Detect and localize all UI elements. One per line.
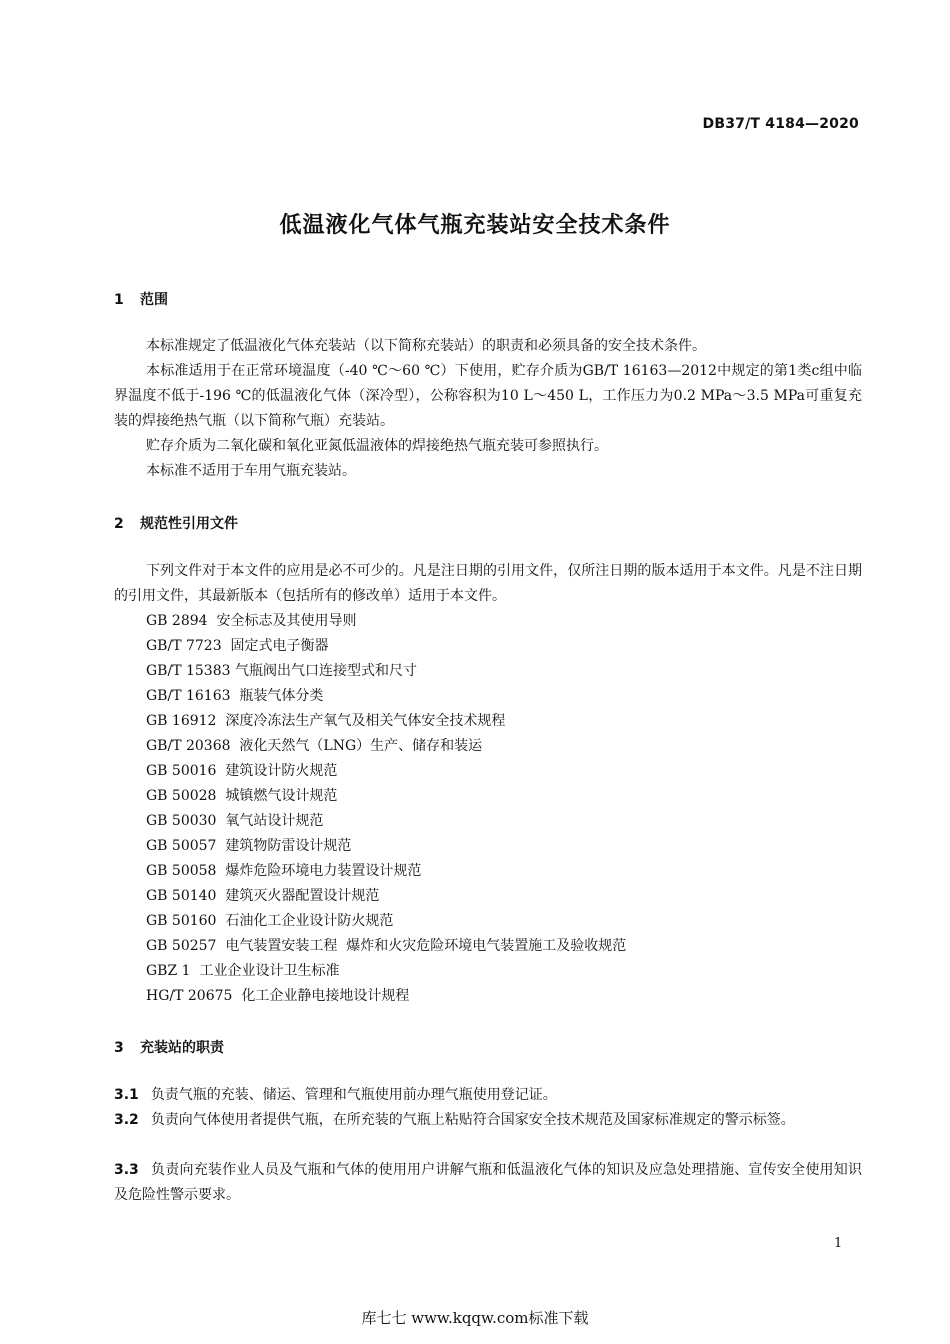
clause-3-3 xyxy=(114,1158,862,1208)
clause-text: 负责向气体使用者提供气瓶，在所充装的气瓶上粘贴符合国家安全技术规范及国家标准规定的警示标签。 xyxy=(150,1112,795,1128)
reference-item: GB/T 7723 固定式电子衡器 xyxy=(146,638,329,654)
section-title: 充装站的职责 xyxy=(140,1040,224,1056)
section-1-heading xyxy=(114,289,168,309)
clause-3-2 xyxy=(114,1108,862,1133)
footer-watermark: 库七七 www.kqqw.com标准下载 xyxy=(361,1309,589,1327)
section-2-intro: 下列文件对于本文件的应用是必不可少的。凡是注日期的引用文件，仅所注日期的版本适用于本文件。凡是不注日期的引用文件，其最新版本（包括所有的修改单）适用于本文件。 xyxy=(114,563,862,604)
reference-item: GB 2894 安全标志及其使用导则 xyxy=(146,613,357,629)
reference-item: GB 50030 氧气站设计规范 xyxy=(146,813,324,829)
section-title: 范围 xyxy=(140,292,168,308)
reference-item: GBZ 1 工业企业设计卫生标准 xyxy=(146,963,340,979)
reference-item: GB/T 20368 液化天然气（LNG）生产、储存和装运 xyxy=(146,738,483,754)
clause-number: 3.2 xyxy=(114,1112,139,1128)
reference-item: GB 16912 深度冷冻法生产氧气及相关气体安全技术规程 xyxy=(146,713,506,729)
reference-item: GB 50140 建筑灭火器配置设计规范 xyxy=(146,888,380,904)
section-1-para-2: 本标准适用于在正常环境温度（-40 ℃～60 ℃）下使用，贮存介质为GB/T 16163—2012中规定的第1类c组中临界温度不低于-196 ℃的低温液化气体（深冷型），公称容积为10 L～450 L，工作压力为0.2 MPa～3.5 MPa可重复充装的焊接绝热气瓶（以下简称气瓶）充装站。 xyxy=(114,363,862,429)
reference-item: GB 50058 爆炸危险环境电力装置设计规范 xyxy=(146,863,422,879)
reference-item: GB 50028 城镇燃气设计规范 xyxy=(146,788,338,804)
standard-code: DB37/T 4184—2020 xyxy=(702,116,859,132)
section-1-para-1: 本标准规定了低温液化气体充装站（以下简称充装站）的职责和必须具备的安全技术条件。 xyxy=(146,338,706,354)
document-title: 低温液化气体气瓶充装站安全技术条件 xyxy=(279,213,671,238)
clause-text: 负责向充装作业人员及气瓶和气体的使用用户讲解气瓶和低温液化气体的知识及应急处理措施、宣传安全使用知识及危险性警示要求。 xyxy=(114,1162,862,1203)
reference-item: HG/T 20675 化工企业静电接地设计规程 xyxy=(146,988,410,1004)
section-1-para-4: 本标准不适用于车用气瓶充装站。 xyxy=(146,463,356,479)
section-number: 3 xyxy=(114,1040,124,1056)
clause-text: 负责气瓶的充装、储运、管理和气瓶使用前办理气瓶使用登记证。 xyxy=(150,1087,557,1103)
reference-item: GB 50257 电气装置安装工程 爆炸和火灾危险环境电气装置施工及验收规范 xyxy=(146,938,627,954)
reference-item: GB/T 15383 气瓶阀出气口连接型式和尺寸 xyxy=(146,663,417,679)
section-number: 2 xyxy=(114,516,124,532)
reference-item: GB 50016 建筑设计防火规范 xyxy=(146,763,338,779)
section-1-para-3: 贮存介质为二氧化碳和氧化亚氮低温液体的焊接绝热气瓶充装可参照执行。 xyxy=(146,438,608,454)
section-number: 1 xyxy=(114,292,124,308)
section-title: 规范性引用文件 xyxy=(140,516,238,532)
reference-item: GB 50160 石油化工企业设计防火规范 xyxy=(146,913,394,929)
clause-3-1 xyxy=(114,1083,862,1108)
page-number: 1 xyxy=(834,1236,843,1251)
clause-number: 3.1 xyxy=(114,1087,139,1103)
section-2-heading xyxy=(114,513,238,533)
reference-item: GB/T 16163 瓶装气体分类 xyxy=(146,688,324,704)
section-3-heading xyxy=(114,1037,224,1057)
clause-number: 3.3 xyxy=(114,1162,139,1178)
reference-item: GB 50057 建筑物防雷设计规范 xyxy=(146,838,352,854)
